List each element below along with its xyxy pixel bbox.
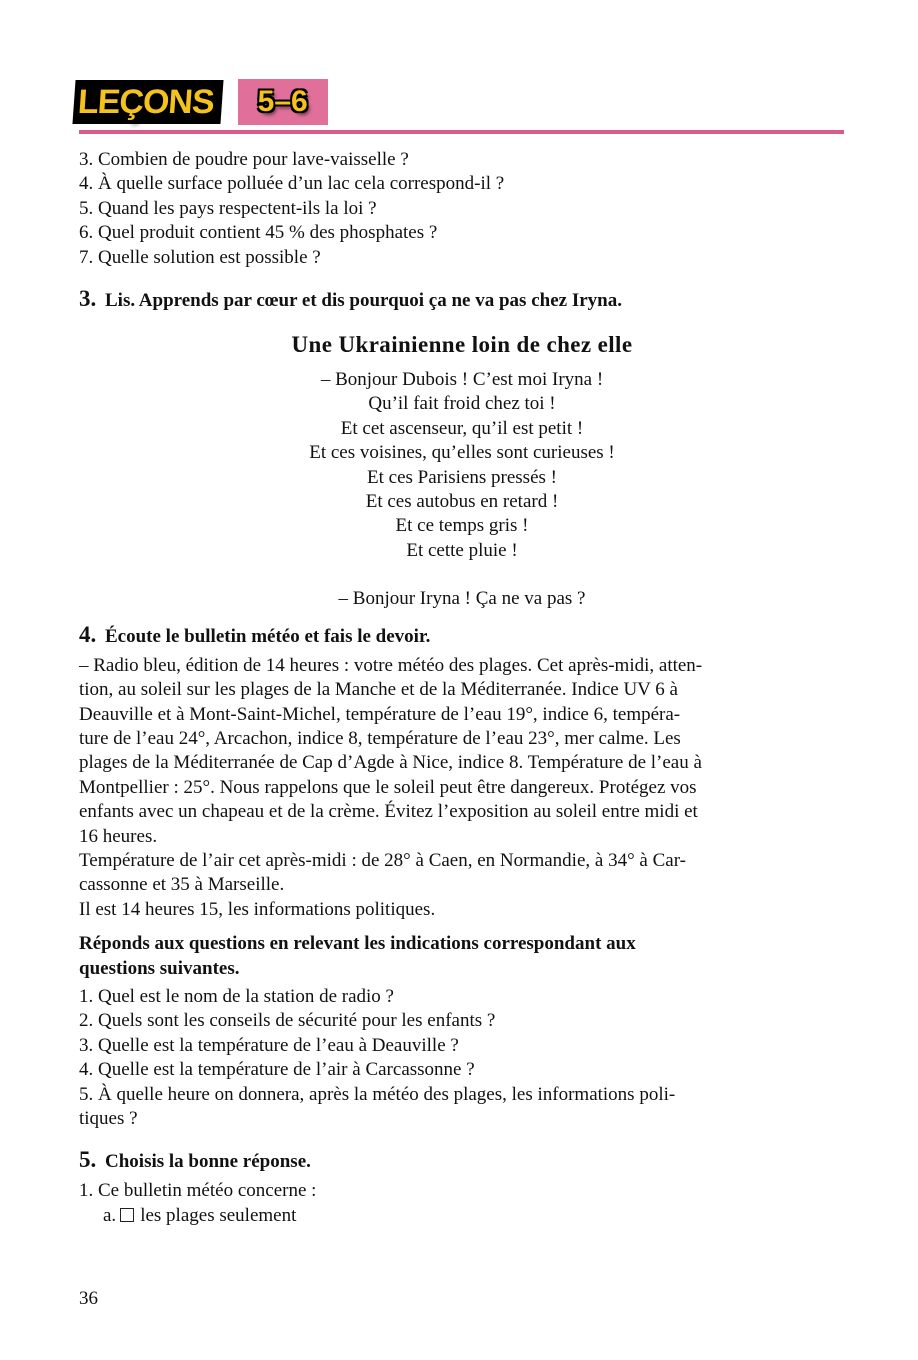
poem-line: Et cette pluie ! bbox=[406, 539, 518, 561]
poem-title: Une Ukrainienne loin de chez elle bbox=[291, 332, 633, 358]
lesson-header bbox=[74, 78, 328, 126]
exercise-instruction: Lis. Apprends par cœur et dis pourquoi ça ne va pas chez Iryna. bbox=[105, 290, 622, 312]
list-item: 7. Quelle solution est possible ? bbox=[79, 246, 321, 268]
lessons-number-badge: 5–6 bbox=[238, 79, 328, 125]
exercise-4-questions bbox=[79, 985, 845, 1131]
poem-line: – Bonjour Dubois ! C’est moi Iryna ! bbox=[320, 369, 604, 391]
bulletin-line: Montpellier : 25°. Nous rappelons que le soleil peut être dangereux. Protégez vos bbox=[79, 776, 697, 798]
poem-reply: – Bonjour Iryna ! Ça ne va pas ? bbox=[338, 588, 586, 610]
answer-option-a bbox=[79, 1204, 845, 1228]
exercise-3-heading bbox=[79, 286, 845, 314]
top-questions-list bbox=[79, 148, 845, 270]
bulletin-line: enfants avec un chapeau et de la crème. Évitez l’exposition au soleil entre midi et bbox=[79, 801, 698, 823]
questions-intro bbox=[79, 932, 845, 981]
list-item: 5. Quand les pays respectent-ils la loi ? bbox=[79, 197, 377, 219]
poem-line: Qu’il fait froid chez toi ! bbox=[368, 393, 556, 415]
bulletin-line: plages de la Méditerranée de Cap d’Agde à Nice, indice 8. Température de l’eau à bbox=[79, 752, 702, 774]
bulletin-line: 16 heures. bbox=[79, 825, 158, 847]
exercise-5-question: 1. Ce bulletin météo concerne : bbox=[79, 1180, 317, 1202]
list-item: 1. Quel est le nom de la station de radio ? bbox=[79, 985, 394, 1007]
option-letter: a. bbox=[103, 1204, 117, 1226]
list-item: 3. Quelle est la température de l’eau à Deauville ? bbox=[79, 1034, 459, 1056]
page-number: 36 bbox=[79, 1288, 98, 1309]
bulletin-line: tion, au soleil sur les plages de la Manche et de la Méditerranée. Indice UV 6 à bbox=[79, 679, 678, 701]
header-divider bbox=[79, 130, 844, 134]
exercise-4-heading bbox=[79, 622, 845, 650]
exercise-number: 4. bbox=[79, 621, 97, 647]
news-line: Il est 14 heures 15, les informations politiques. bbox=[79, 898, 436, 920]
poem bbox=[79, 368, 845, 612]
bulletin-line: ture de l’eau 24°, Arcachon, indice 8, température de l’eau 23°, mer calme. Les bbox=[79, 727, 681, 749]
questions-intro-line: questions suivantes. bbox=[79, 957, 240, 979]
questions-intro-line: Réponds aux questions en relevant les indications correspondant aux bbox=[79, 933, 636, 955]
poem-line: Et ces Parisiens pressés ! bbox=[367, 466, 557, 488]
option-text: les plages seulement bbox=[140, 1204, 297, 1226]
lessons-label: LEÇONS bbox=[72, 80, 223, 124]
exercise-5-heading bbox=[79, 1147, 845, 1175]
list-item: 6. Quel produit contient 45 % des phosphates ? bbox=[79, 222, 438, 244]
exercise-instruction: Choisis la bonne réponse. bbox=[105, 1151, 311, 1173]
poem-line: Et ce temps gris ! bbox=[395, 515, 529, 537]
list-item: 4. Quelle est la température de l’air à Carcassonne ? bbox=[79, 1059, 475, 1081]
list-item: 2. Quels sont les conseils de sécurité pour les enfants ? bbox=[79, 1010, 496, 1032]
checkbox[interactable] bbox=[120, 1208, 134, 1222]
air-temperature-line: Température de l’air cet après-midi : de 28° à Caen, en Normandie, à 34° à Car- bbox=[79, 849, 686, 871]
weather-bulletin bbox=[79, 654, 845, 922]
poem-line: Et cet ascenseur, qu’il est petit ! bbox=[340, 417, 584, 439]
poem-line: Et ces voisines, qu’elles sont curieuses ! bbox=[309, 442, 615, 464]
list-item: 3. Combien de poudre pour lave-vaisselle ? bbox=[79, 149, 409, 170]
bulletin-line: Deauville et à Mont-Saint-Michel, température de l’eau 19°, indice 6, tempéra- bbox=[79, 703, 681, 725]
page-content bbox=[79, 148, 845, 1228]
list-item: tiques ? bbox=[79, 1108, 138, 1129]
exercise-number: 3. bbox=[79, 286, 97, 312]
list-item: 4. À quelle surface polluée d’un lac cela correspond-il ? bbox=[79, 173, 505, 195]
exercise-number: 5. bbox=[79, 1147, 97, 1173]
air-temperature-line: cassonne et 35 à Marseille. bbox=[79, 874, 285, 896]
exercise-instruction: Écoute le bulletin météo et fais le devoir. bbox=[105, 625, 431, 647]
list-item: 5. À quelle heure on donnera, après la météo des plages, les informations poli- bbox=[79, 1083, 676, 1105]
bulletin-line: – Radio bleu, édition de 14 heures : votre météo des plages. Cet après-midi, atten- bbox=[79, 654, 703, 676]
poem-line: Et ces autobus en retard ! bbox=[365, 491, 559, 513]
